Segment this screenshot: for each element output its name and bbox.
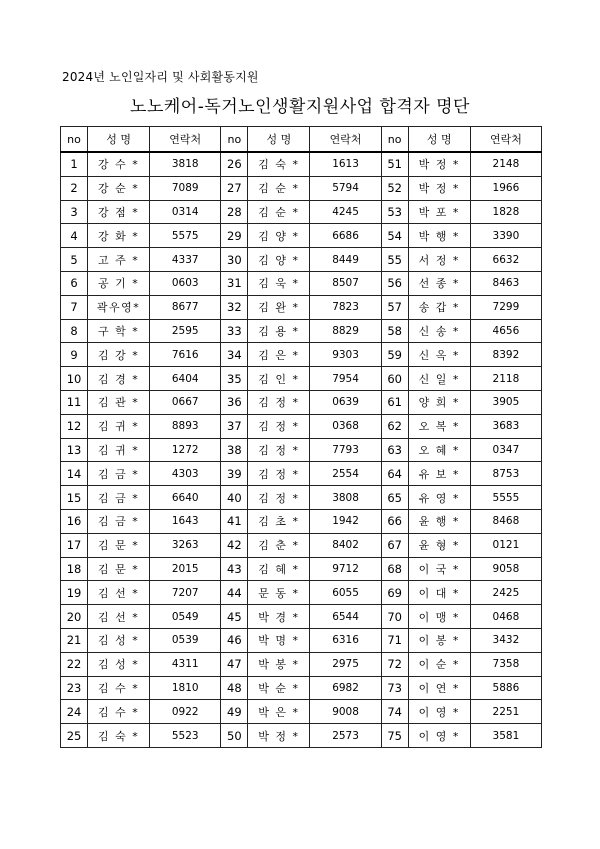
cell-phone: 4656 — [470, 319, 541, 343]
cell-name: 박 은 * — [248, 700, 310, 724]
cell-phone: 7358 — [470, 652, 541, 676]
document-title: 노노케어-독거노인생활지원사업 합격자 명단 — [130, 97, 470, 117]
cell-no: 59 — [381, 343, 408, 367]
cell-name: 송 갑 * — [408, 295, 470, 319]
cell-phone: 6982 — [310, 676, 381, 700]
cell-phone: 7793 — [310, 438, 381, 462]
cell-name: 강 순 * — [88, 176, 150, 200]
cell-phone: 1613 — [310, 152, 381, 176]
cell-no: 27 — [221, 176, 248, 200]
cell-no: 55 — [381, 248, 408, 272]
cell-no: 42 — [221, 533, 248, 557]
cell-name: 김 완 * — [248, 295, 310, 319]
cell-phone: 6544 — [310, 605, 381, 629]
cell-phone: 3683 — [470, 414, 541, 438]
cell-no: 35 — [221, 367, 248, 391]
cell-name: 박 봉 * — [248, 652, 310, 676]
cell-no: 8 — [61, 319, 88, 343]
cell-name: 오 복 * — [408, 414, 470, 438]
cell-name: 이 대 * — [408, 581, 470, 605]
cell-name: 문 동 * — [248, 581, 310, 605]
cell-no: 44 — [221, 581, 248, 605]
roster-table — [60, 126, 542, 748]
cell-phone: 4303 — [150, 462, 221, 486]
cell-phone: 2118 — [470, 367, 541, 391]
cell-phone: 9712 — [310, 557, 381, 581]
cell-no: 7 — [61, 295, 88, 319]
cell-name: 김 정 * — [248, 462, 310, 486]
cell-no: 65 — [381, 486, 408, 510]
table-row — [61, 319, 542, 343]
cell-no: 40 — [221, 486, 248, 510]
table-row — [61, 486, 542, 510]
table-row — [61, 414, 542, 438]
cell-name: 김 강 * — [88, 343, 150, 367]
table-row — [61, 176, 542, 200]
cell-name: 김 금 * — [88, 509, 150, 533]
cell-phone: 7954 — [310, 367, 381, 391]
cell-phone: 3263 — [150, 533, 221, 557]
cell-name: 고 주 * — [88, 248, 150, 272]
cell-phone: 7207 — [150, 581, 221, 605]
cell-name: 김 숙 * — [88, 724, 150, 748]
cell-no: 60 — [381, 367, 408, 391]
table-row — [61, 652, 542, 676]
cell-phone: 1966 — [470, 176, 541, 200]
cell-name: 김 정 * — [248, 486, 310, 510]
cell-name: 김 초 * — [248, 509, 310, 533]
table-row — [61, 628, 542, 652]
header-no: no — [381, 127, 408, 153]
cell-phone: 5794 — [310, 176, 381, 200]
cell-no: 52 — [381, 176, 408, 200]
cell-no: 24 — [61, 700, 88, 724]
cell-name: 유 영 * — [408, 486, 470, 510]
cell-name: 이 순 * — [408, 652, 470, 676]
cell-phone: 2425 — [470, 581, 541, 605]
cell-name: 김 문 * — [88, 533, 150, 557]
cell-no: 36 — [221, 390, 248, 414]
cell-name: 김 성 * — [88, 652, 150, 676]
cell-name: 박 정 * — [408, 152, 470, 176]
cell-phone: 7823 — [310, 295, 381, 319]
cell-no: 1 — [61, 152, 88, 176]
cell-name: 이 영 * — [408, 700, 470, 724]
cell-name: 김 성 * — [88, 628, 150, 652]
cell-name: 김 선 * — [88, 605, 150, 629]
cell-phone: 1810 — [150, 676, 221, 700]
table-row — [61, 581, 542, 605]
cell-no: 37 — [221, 414, 248, 438]
cell-no: 16 — [61, 509, 88, 533]
cell-name: 강 화 * — [88, 224, 150, 248]
cell-phone: 8402 — [310, 533, 381, 557]
table-row — [61, 248, 542, 272]
cell-name: 오 혜 * — [408, 438, 470, 462]
cell-name: 김 수 * — [88, 700, 150, 724]
cell-name: 김 정 * — [248, 390, 310, 414]
cell-name: 김 금 * — [88, 462, 150, 486]
cell-name: 선 종 * — [408, 271, 470, 295]
cell-no: 29 — [221, 224, 248, 248]
cell-phone: 1828 — [470, 200, 541, 224]
cell-no: 38 — [221, 438, 248, 462]
cell-name: 김 선 * — [88, 581, 150, 605]
cell-phone: 0121 — [470, 533, 541, 557]
cell-name: 이 맹 * — [408, 605, 470, 629]
cell-name: 김 경 * — [88, 367, 150, 391]
table-header-row — [61, 127, 542, 153]
cell-no: 2 — [61, 176, 88, 200]
cell-phone: 0468 — [470, 605, 541, 629]
cell-no: 26 — [221, 152, 248, 176]
table-row — [61, 295, 542, 319]
table-row — [61, 224, 542, 248]
cell-no: 4 — [61, 224, 88, 248]
cell-name: 김 정 * — [248, 438, 310, 462]
cell-phone: 8468 — [470, 509, 541, 533]
header-name: 성 명 — [248, 127, 310, 153]
cell-phone: 0639 — [310, 390, 381, 414]
header-no: no — [221, 127, 248, 153]
cell-no: 41 — [221, 509, 248, 533]
cell-name: 김 은 * — [248, 343, 310, 367]
cell-no: 53 — [381, 200, 408, 224]
cell-phone: 1272 — [150, 438, 221, 462]
cell-name: 서 정 * — [408, 248, 470, 272]
cell-no: 19 — [61, 581, 88, 605]
cell-name: 박 순 * — [248, 676, 310, 700]
table-row — [61, 509, 542, 533]
cell-phone: 6316 — [310, 628, 381, 652]
cell-name: 윤 형 * — [408, 533, 470, 557]
cell-phone: 8463 — [470, 271, 541, 295]
cell-name: 이 영 * — [408, 724, 470, 748]
cell-phone: 5886 — [470, 676, 541, 700]
header-name: 성 명 — [408, 127, 470, 153]
table-row — [61, 533, 542, 557]
cell-no: 46 — [221, 628, 248, 652]
cell-name: 박 경 * — [248, 605, 310, 629]
cell-name: 김 욱 * — [248, 271, 310, 295]
cell-no: 21 — [61, 628, 88, 652]
cell-phone: 3905 — [470, 390, 541, 414]
cell-phone: 5523 — [150, 724, 221, 748]
cell-no: 62 — [381, 414, 408, 438]
cell-no: 69 — [381, 581, 408, 605]
cell-phone: 3808 — [310, 486, 381, 510]
cell-phone: 0368 — [310, 414, 381, 438]
cell-no: 45 — [221, 605, 248, 629]
document-subtitle: 2024년 노인일자리 및 사회활동지원 — [62, 70, 259, 84]
cell-phone: 8677 — [150, 295, 221, 319]
cell-phone: 1942 — [310, 509, 381, 533]
cell-no: 5 — [61, 248, 88, 272]
cell-name: 이 국 * — [408, 557, 470, 581]
table-row — [61, 462, 542, 486]
cell-no: 31 — [221, 271, 248, 295]
cell-no: 51 — [381, 152, 408, 176]
cell-no: 70 — [381, 605, 408, 629]
cell-name: 김 순 * — [248, 200, 310, 224]
cell-phone: 7299 — [470, 295, 541, 319]
cell-no: 17 — [61, 533, 88, 557]
cell-name: 김 관 * — [88, 390, 150, 414]
cell-no: 43 — [221, 557, 248, 581]
cell-name: 박 명 * — [248, 628, 310, 652]
table-row — [61, 676, 542, 700]
cell-phone: 4311 — [150, 652, 221, 676]
cell-no: 20 — [61, 605, 88, 629]
cell-phone: 9058 — [470, 557, 541, 581]
cell-phone: 8893 — [150, 414, 221, 438]
cell-phone: 8507 — [310, 271, 381, 295]
cell-no: 9 — [61, 343, 88, 367]
table-row — [61, 367, 542, 391]
cell-no: 12 — [61, 414, 88, 438]
cell-phone: 3581 — [470, 724, 541, 748]
header-no: no — [61, 127, 88, 153]
cell-no: 74 — [381, 700, 408, 724]
cell-phone: 9303 — [310, 343, 381, 367]
cell-no: 73 — [381, 676, 408, 700]
cell-name: 김 수 * — [88, 676, 150, 700]
cell-phone: 0314 — [150, 200, 221, 224]
cell-no: 49 — [221, 700, 248, 724]
cell-no: 57 — [381, 295, 408, 319]
cell-no: 28 — [221, 200, 248, 224]
cell-no: 18 — [61, 557, 88, 581]
cell-no: 75 — [381, 724, 408, 748]
cell-phone: 2554 — [310, 462, 381, 486]
header-phone: 연락처 — [150, 127, 221, 153]
cell-name: 강 수 * — [88, 152, 150, 176]
cell-phone: 2251 — [470, 700, 541, 724]
cell-phone: 6055 — [310, 581, 381, 605]
cell-name: 신 송 * — [408, 319, 470, 343]
cell-no: 23 — [61, 676, 88, 700]
table-row — [61, 152, 542, 176]
cell-name: 박 행 * — [408, 224, 470, 248]
cell-name: 이 봉 * — [408, 628, 470, 652]
cell-phone: 8449 — [310, 248, 381, 272]
table-row — [61, 700, 542, 724]
cell-name: 김 춘 * — [248, 533, 310, 557]
cell-name: 곽우영* — [88, 295, 150, 319]
cell-phone: 2015 — [150, 557, 221, 581]
cell-name: 김 귀 * — [88, 438, 150, 462]
cell-phone: 6632 — [470, 248, 541, 272]
cell-no: 50 — [221, 724, 248, 748]
table-row — [61, 438, 542, 462]
cell-name: 박 정 * — [408, 176, 470, 200]
cell-phone: 0922 — [150, 700, 221, 724]
cell-no: 56 — [381, 271, 408, 295]
cell-name: 유 보 * — [408, 462, 470, 486]
cell-phone: 5575 — [150, 224, 221, 248]
cell-phone: 2573 — [310, 724, 381, 748]
cell-no: 66 — [381, 509, 408, 533]
cell-no: 47 — [221, 652, 248, 676]
cell-no: 67 — [381, 533, 408, 557]
roster-body — [61, 152, 542, 747]
cell-no: 10 — [61, 367, 88, 391]
cell-name: 김 귀 * — [88, 414, 150, 438]
cell-phone: 4245 — [310, 200, 381, 224]
header-phone: 연락처 — [310, 127, 381, 153]
cell-phone: 8392 — [470, 343, 541, 367]
cell-phone: 0549 — [150, 605, 221, 629]
cell-phone: 2148 — [470, 152, 541, 176]
cell-no: 68 — [381, 557, 408, 581]
cell-phone: 0347 — [470, 438, 541, 462]
cell-phone: 4337 — [150, 248, 221, 272]
cell-name: 신 일 * — [408, 367, 470, 391]
cell-no: 71 — [381, 628, 408, 652]
cell-name: 김 금 * — [88, 486, 150, 510]
cell-phone: 2975 — [310, 652, 381, 676]
cell-no: 30 — [221, 248, 248, 272]
table-row — [61, 557, 542, 581]
cell-phone: 1643 — [150, 509, 221, 533]
cell-no: 13 — [61, 438, 88, 462]
cell-name: 김 혜 * — [248, 557, 310, 581]
cell-name: 이 연 * — [408, 676, 470, 700]
cell-no: 3 — [61, 200, 88, 224]
table-row — [61, 343, 542, 367]
cell-name: 김 숙 * — [248, 152, 310, 176]
cell-phone: 0539 — [150, 628, 221, 652]
cell-name: 김 양 * — [248, 224, 310, 248]
table-row — [61, 724, 542, 748]
cell-name: 김 인 * — [248, 367, 310, 391]
cell-phone: 7089 — [150, 176, 221, 200]
cell-name: 신 옥 * — [408, 343, 470, 367]
cell-phone: 6686 — [310, 224, 381, 248]
header-phone: 연락처 — [470, 127, 541, 153]
cell-no: 14 — [61, 462, 88, 486]
cell-no: 34 — [221, 343, 248, 367]
cell-name: 박 포 * — [408, 200, 470, 224]
cell-no: 61 — [381, 390, 408, 414]
cell-no: 15 — [61, 486, 88, 510]
cell-name: 김 순 * — [248, 176, 310, 200]
cell-phone: 5555 — [470, 486, 541, 510]
cell-name: 박 정 * — [248, 724, 310, 748]
cell-phone: 7616 — [150, 343, 221, 367]
cell-phone: 8829 — [310, 319, 381, 343]
cell-phone: 3432 — [470, 628, 541, 652]
cell-name: 윤 행 * — [408, 509, 470, 533]
cell-name: 강 점 * — [88, 200, 150, 224]
cell-name: 김 양 * — [248, 248, 310, 272]
cell-name: 구 학 * — [88, 319, 150, 343]
cell-phone: 0667 — [150, 390, 221, 414]
cell-phone: 9008 — [310, 700, 381, 724]
cell-name: 김 정 * — [248, 414, 310, 438]
table-row — [61, 390, 542, 414]
cell-phone: 0603 — [150, 271, 221, 295]
cell-no: 39 — [221, 462, 248, 486]
cell-no: 72 — [381, 652, 408, 676]
table-row — [61, 271, 542, 295]
cell-no: 32 — [221, 295, 248, 319]
cell-name: 김 용 * — [248, 319, 310, 343]
cell-name: 김 문 * — [88, 557, 150, 581]
header-name: 성 명 — [88, 127, 150, 153]
table-row — [61, 200, 542, 224]
cell-phone: 8753 — [470, 462, 541, 486]
cell-no: 6 — [61, 271, 88, 295]
cell-phone: 3390 — [470, 224, 541, 248]
cell-phone: 2595 — [150, 319, 221, 343]
table-row — [61, 605, 542, 629]
cell-no: 25 — [61, 724, 88, 748]
cell-phone: 3818 — [150, 152, 221, 176]
cell-no: 22 — [61, 652, 88, 676]
cell-no: 33 — [221, 319, 248, 343]
cell-no: 54 — [381, 224, 408, 248]
cell-phone: 6640 — [150, 486, 221, 510]
cell-no: 63 — [381, 438, 408, 462]
cell-no: 64 — [381, 462, 408, 486]
cell-name: 공 기 * — [88, 271, 150, 295]
cell-no: 48 — [221, 676, 248, 700]
cell-no: 11 — [61, 390, 88, 414]
cell-name: 양 희 * — [408, 390, 470, 414]
cell-no: 58 — [381, 319, 408, 343]
cell-phone: 6404 — [150, 367, 221, 391]
